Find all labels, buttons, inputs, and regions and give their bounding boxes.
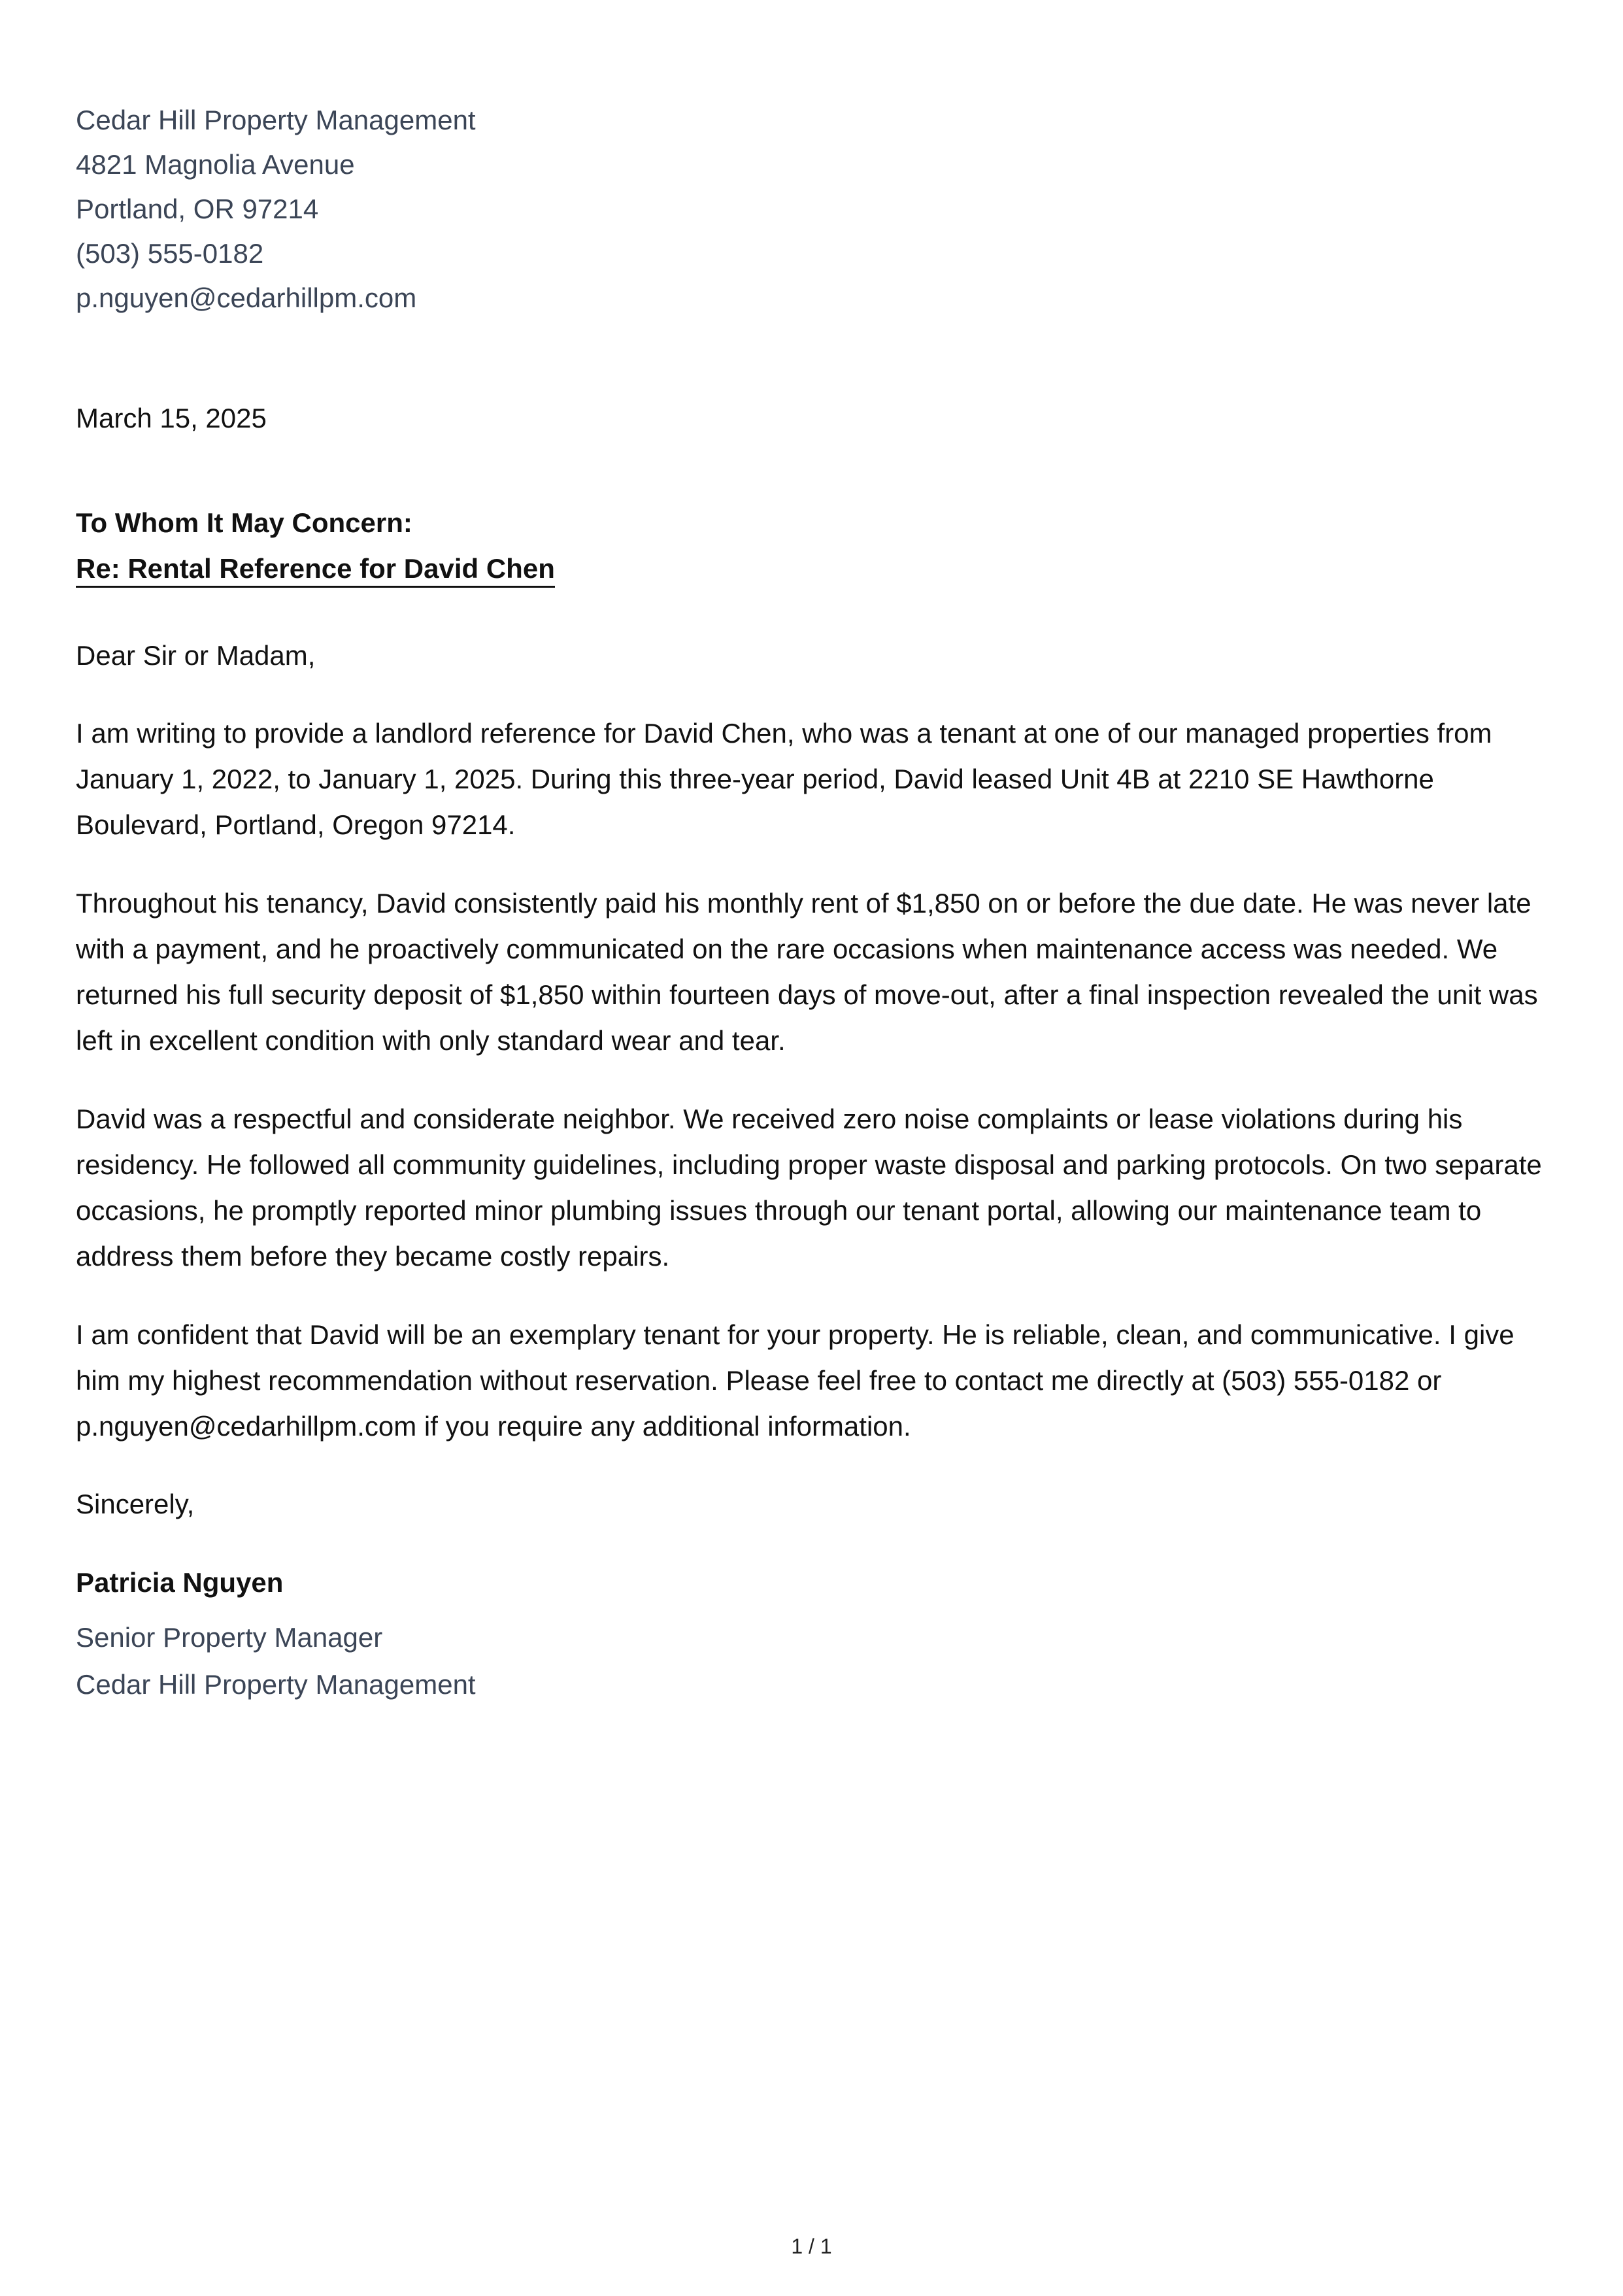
letter-date: March 15, 2025 [76,403,267,433]
subject-line: Re: Rental Reference for David Chen [76,552,555,588]
sender-street: 4821 Magnolia Avenue [76,149,355,180]
body-paragraph-2: Throughout his tenancy, David consistently paid his monthly rent of $1,850 on or before the due date. He was never late with a payment, and he proactively communicated on the rare occasions when maintenance access was needed. We returned his full security deposit of $1,850 within fourteen days of move-out, after a final inspection revealed the unit was left in excellent condition with only standard wear and tear. [76,888,1538,1056]
body-paragraph-4: I am confident that David will be an exemplary tenant for your property. He is reliable, clean, and communicative. I give him my highest recommendation without reservation. Please feel free to contact me directly at (503) 555-0182 or p.nguyen@cedarhillpm.com if you require any additional information. [76,1319,1514,1442]
greeting: Dear Sir or Madam, [76,640,316,671]
page-indicator: 1 / 1 [791,2235,832,2258]
signer-block [76,1614,1553,1708]
closing: Sincerely, [76,1489,195,1519]
body-paragraph-1: I am writing to provide a landlord reference for David Chen, who was a tenant at one of our managed properties from January 1, 2022, to January 1, 2025. During this three-year period, David leased Unit 4B at 2210 SE Hawthorne Boulevard, Portland, Oregon 97214. [76,718,1492,840]
body-paragraph-3: David was a respectful and considerate neighbor. We received zero noise complaints or lease violations during his residency. He followed all community guidelines, including proper waste disposal and parking protocols. On two separate occasions, he promptly reported minor plumbing issues through our tenant portal, allowing our maintenance team to address them before they became costly repairs. [76,1104,1542,1272]
signer-name: Patricia Nguyen [76,1567,284,1598]
sender-company: Cedar Hill Property Management [76,105,476,135]
sender-phone: (503) 555-0182 [76,238,264,269]
signer-company: Cedar Hill Property Management [76,1669,476,1700]
letter-page [76,98,1553,1708]
sender-email: p.nguyen@cedarhillpm.com [76,282,417,313]
sender-block [76,98,1553,320]
addressee-line: To Whom It May Concern: [76,507,412,538]
sender-city-state-zip: Portland, OR 97214 [76,194,319,224]
signer-title: Senior Property Manager [76,1622,383,1653]
